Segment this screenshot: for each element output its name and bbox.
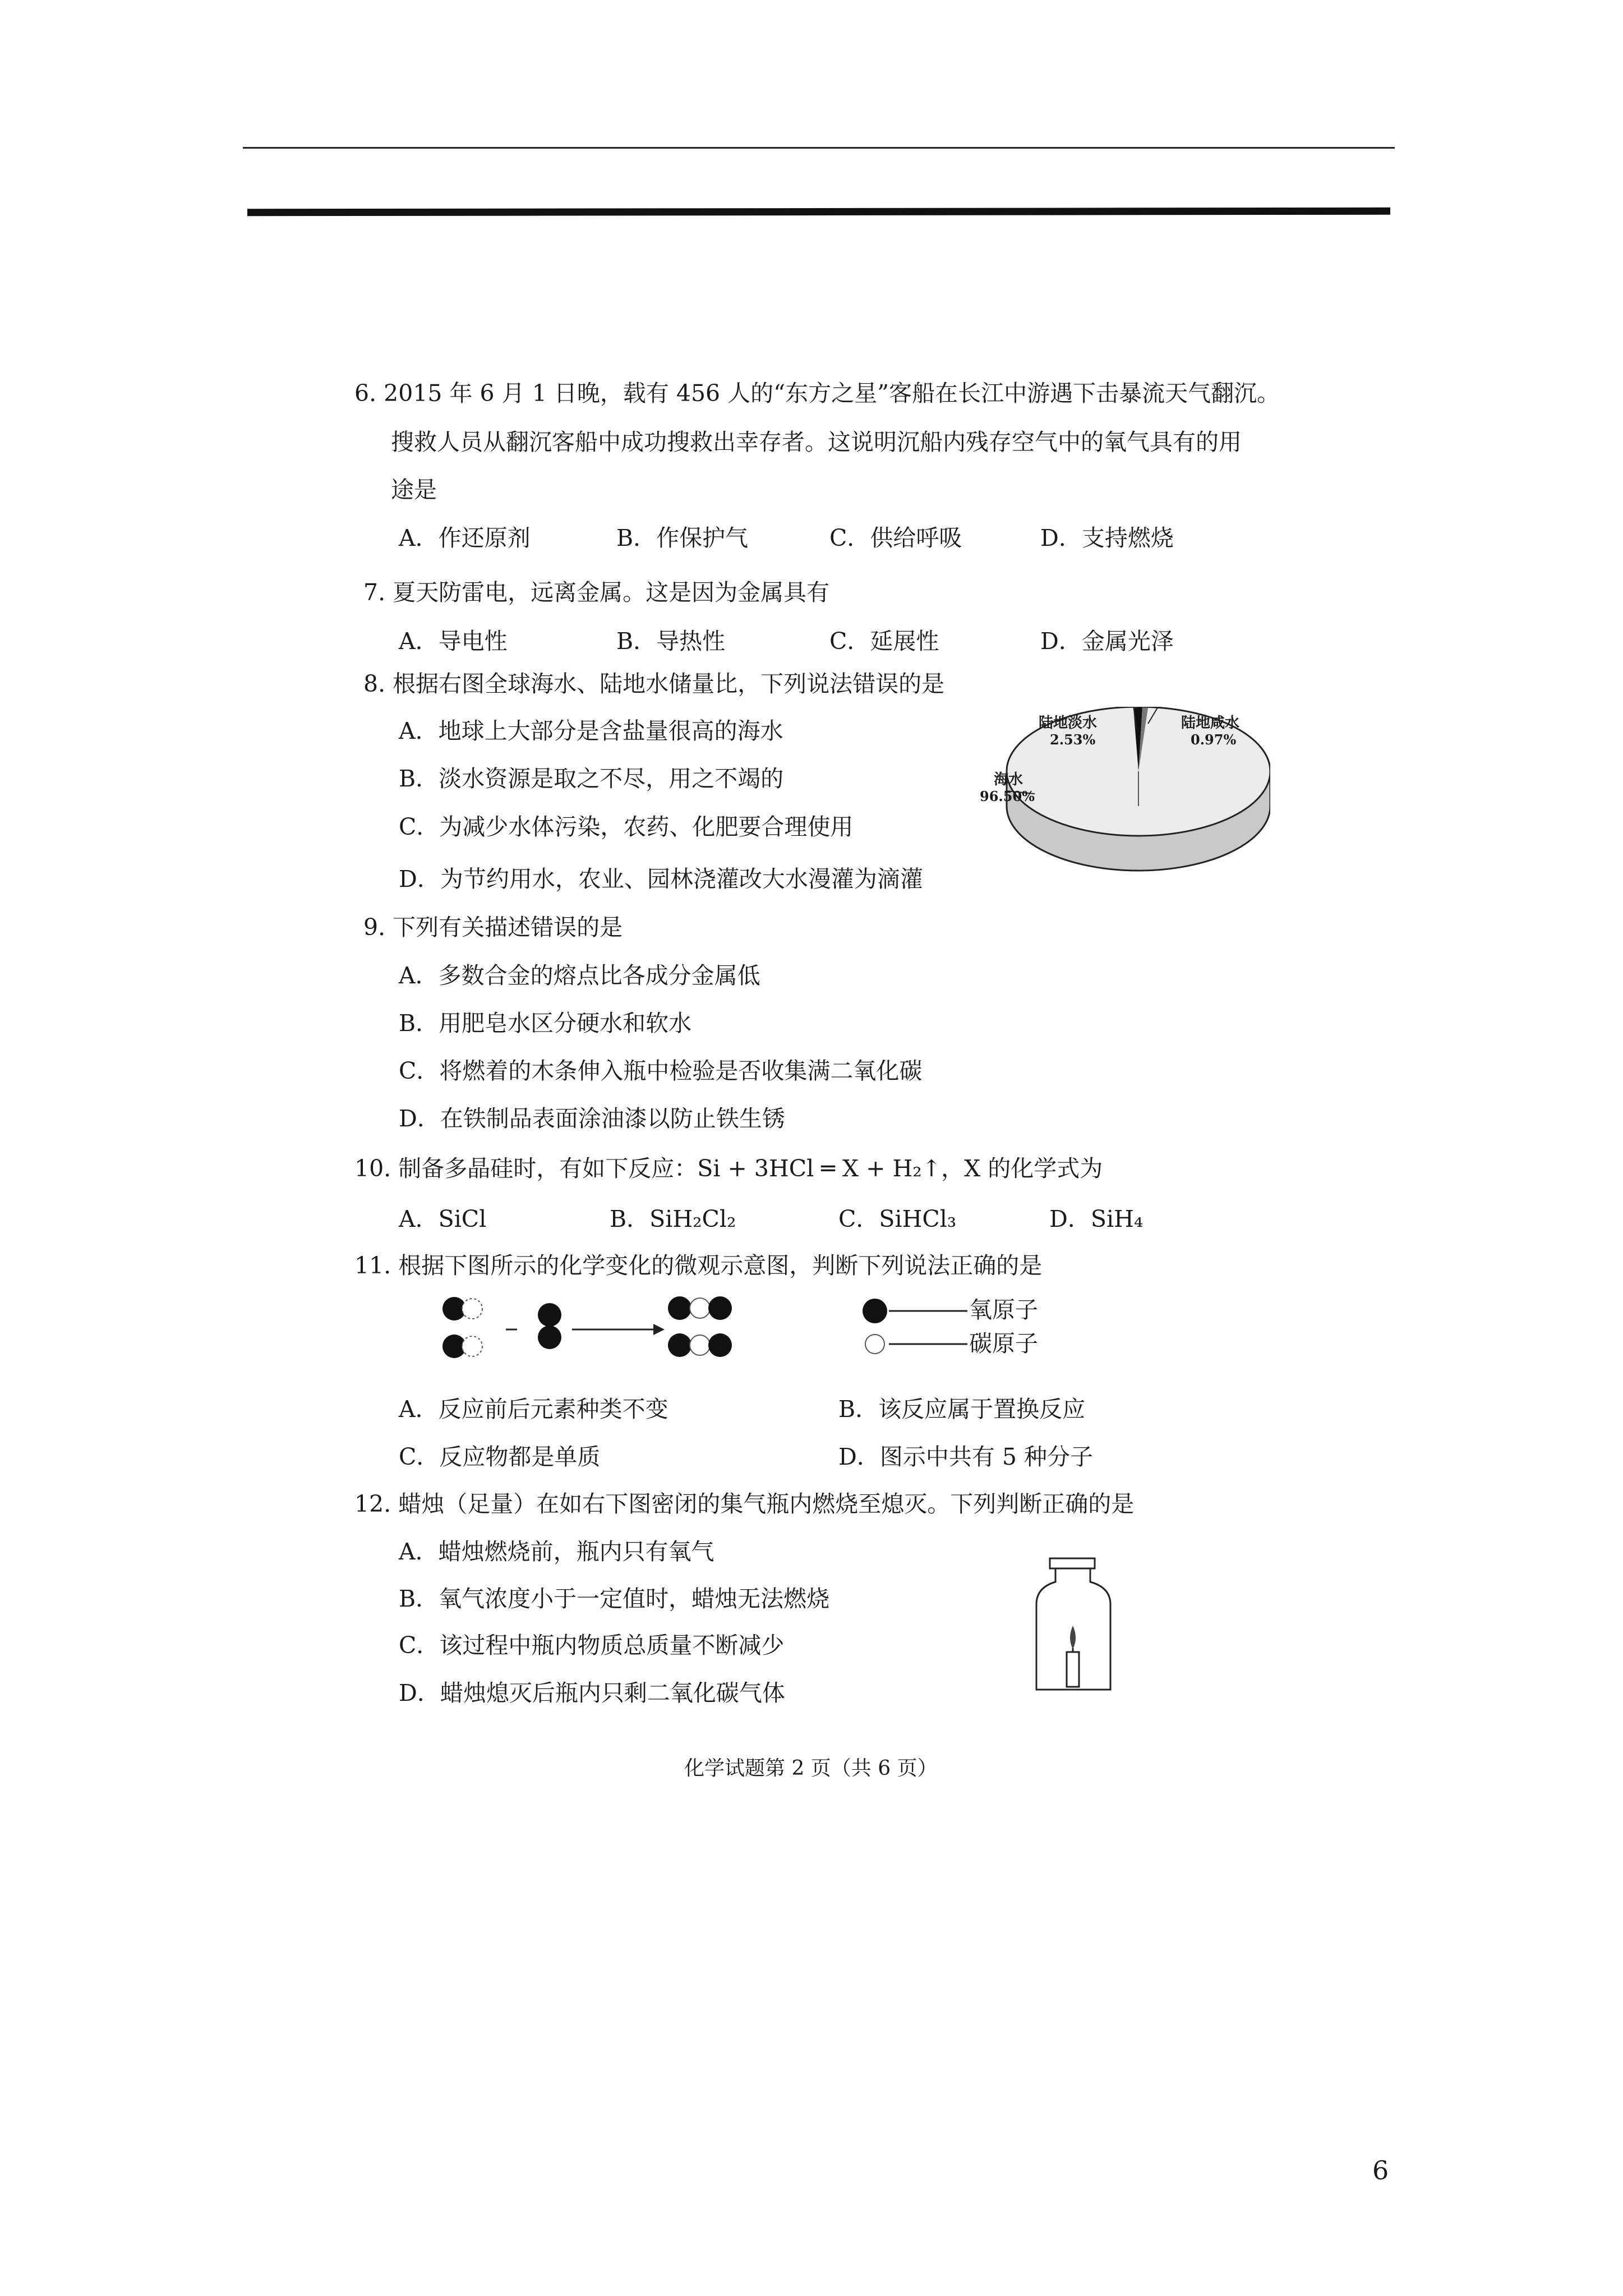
q12-option-a: A．蜡烛燃烧前，瓶内只有氧气 — [399, 1538, 714, 1565]
legend-carbon-label: 碳原子 — [969, 1330, 1038, 1357]
q10-stem: 10. 制备多晶硅时，有如下反应：Si + 3HCl ═ X + H₂↑，X 的化学式为 — [354, 1155, 1103, 1182]
q7-option-d: D．金属光泽 — [1040, 628, 1174, 655]
q8-option-d: D．为节约用水，农业、园林浇灌改大水漫灌为滴灌 — [399, 866, 923, 892]
atom — [462, 1336, 482, 1356]
q6-stem-line3: 途是 — [391, 476, 437, 503]
page-number: 6 — [1372, 2155, 1389, 2185]
atom — [668, 1296, 691, 1320]
micro-reaction-diagram — [437, 1290, 751, 1374]
candle-flame — [1070, 1626, 1076, 1649]
pie-value-saline: 0.97% — [1191, 731, 1237, 748]
q6-option-a: A．作还原剂 — [399, 524, 531, 551]
q11-option-a: A．反应前后元素种类不变 — [399, 1396, 668, 1423]
q10-option-b: B．SiH₂Cl₂ — [610, 1205, 736, 1232]
q10-option-c: C．SiHCl₃ — [838, 1205, 957, 1232]
q7-option-c: C．延展性 — [829, 628, 939, 655]
q8-option-a: A．地球上大部分是含盐量很高的海水 — [399, 717, 783, 744]
q8-option-c: C．为减少水体污染，农药、化肥要合理使用 — [399, 813, 854, 840]
atom — [462, 1299, 482, 1319]
pie-label-sea: 海水 — [994, 771, 1023, 788]
q6-option-d: D．支持燃烧 — [1040, 524, 1174, 551]
q12-option-c: C．该过程中瓶内物质总质量不断减少 — [399, 1632, 785, 1659]
q12-stem: 12. 蜡烛（足量）在如右下图密闭的集气瓶内燃烧至熄灭。下列判断正确的是 — [354, 1490, 1135, 1517]
q9-option-b: B．用肥皂水区分硬水和软水 — [399, 1010, 692, 1037]
q10-option-d: D．SiH₄ — [1049, 1205, 1144, 1232]
atom — [538, 1326, 561, 1349]
q11-option-c: C．反应物都是单质 — [399, 1443, 601, 1470]
q6-option-b: B．作保护气 — [616, 524, 749, 551]
atom — [708, 1296, 732, 1320]
q6-stem-line2: 搜救人员从翻沉客船中成功搜救出幸存者。这说明沉船内残存空气中的氧气具有的用 — [391, 429, 1242, 455]
jar-lid — [1050, 1558, 1095, 1568]
q10-option-a: A．SiCl — [399, 1205, 487, 1232]
gas-jar-candle-figure — [1032, 1554, 1116, 1694]
header-rule — [243, 147, 1395, 149]
q8-stem: 8. 根据右图全球海水、陆地水储量比，下列说法错误的是 — [363, 670, 945, 697]
atom — [708, 1333, 732, 1357]
atom — [538, 1303, 561, 1327]
q11-option-b: B．该反应属于置换反应 — [838, 1396, 1086, 1423]
q6-option-c: C．供给呼吸 — [829, 524, 962, 551]
q12-option-b: B．氧气浓度小于一定值时，蜡烛无法燃烧 — [399, 1585, 830, 1612]
q7-option-b: B．导热性 — [616, 628, 726, 655]
q12-option-d: D．蜡烛熄灭后瓶内只剩二氧化碳气体 — [399, 1680, 785, 1706]
legend-oxygen-label: 氧原子 — [969, 1296, 1038, 1323]
micro-legend-symbols — [861, 1297, 973, 1359]
pie-label-fresh: 陆地淡水 — [1039, 715, 1098, 731]
legend-carbon-atom — [865, 1335, 884, 1354]
q7-stem: 7. 夏天防雷电，远离金属。这是因为金属具有 — [363, 579, 830, 606]
q11-stem: 11. 根据下图所示的化学变化的微观示意图，判断下列说法正确的是 — [354, 1252, 1043, 1279]
pie-label-saline: 陆地咸水 — [1181, 715, 1240, 731]
q11-option-d: D．图示中共有 5 种分子 — [838, 1443, 1094, 1470]
header-thick-rule — [247, 208, 1390, 216]
atom — [690, 1298, 710, 1318]
candle — [1067, 1652, 1079, 1687]
pie-value-sea: 96.50% — [980, 788, 1035, 804]
q8-option-b: B．淡水资源是取之不尽，用之不竭的 — [399, 765, 784, 792]
page-footer: 化学试题第 2 页（共 6 页） — [684, 1757, 938, 1780]
pie-value-fresh: 2.53% — [1050, 731, 1096, 748]
q9-stem: 9. 下列有关描述错误的是 — [363, 914, 623, 941]
q7-option-a: A．导电性 — [399, 628, 508, 655]
atom — [690, 1335, 710, 1355]
legend-oxygen-atom — [863, 1299, 887, 1323]
q9-option-d: D．在铁制品表面涂油漆以防止铁生锈 — [399, 1105, 785, 1132]
q6-stem-line1: 6. 2015 年 6 月 1 日晚，载有 456 人的“东方之星”客船在长江中游遇下击暴流天气翻沉。 — [354, 380, 1280, 407]
atom — [668, 1333, 691, 1357]
q9-option-a: A．多数合金的熔点比各成分金属低 — [399, 962, 760, 989]
q9-option-c: C．将燃着的木条伸入瓶中检验是否收集满二氧化碳 — [399, 1057, 923, 1084]
